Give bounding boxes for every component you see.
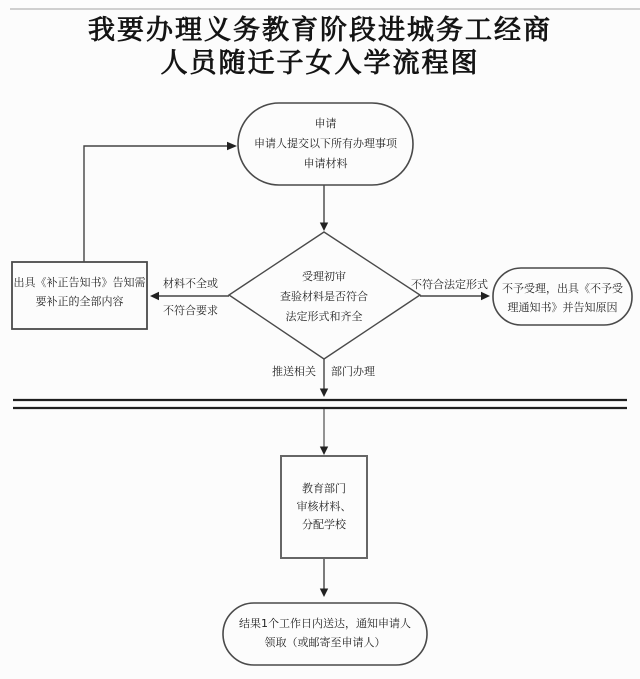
arrowhead-down-icon: [320, 223, 328, 232]
arrowhead-down-icon: [320, 589, 328, 598]
education-line2: 审核材料、: [296, 500, 352, 513]
arrowhead-down-icon: [320, 447, 328, 456]
apply-line2: 申请人提交以下所有办理事项: [254, 137, 397, 150]
edge-correction-to-apply: [84, 142, 237, 262]
arrowhead-left-icon: [150, 292, 159, 300]
edge-education-to-result: [320, 558, 328, 597]
arrowhead-down-icon: [320, 389, 328, 398]
education-node-text: [282, 458, 366, 556]
result-line2: 领取（或邮寄至申请人）: [264, 636, 386, 649]
edge-review-to-correction: [150, 292, 229, 300]
apply-line1: 申请: [314, 117, 337, 130]
edge-review-to-separator: [320, 359, 328, 397]
page-title-line2: 人员随迁子女入学流程图: [160, 48, 480, 79]
reject-line2: 理通知书》并告知原因: [507, 300, 618, 314]
result-line1: 结果1个工作日内送达，通知申请人: [239, 617, 411, 630]
edge-apply-to-review: [320, 185, 328, 231]
arrowhead-right-icon: [481, 292, 490, 300]
education-line3: 分配学校: [302, 518, 346, 531]
review-line1: 受理初审: [302, 270, 346, 283]
edge-label-materials-incomplete-2: 不符合要求: [163, 304, 218, 317]
result-node-text: [223, 604, 427, 662]
correction-line2: 要补正的全部内容: [35, 295, 124, 308]
review-decision-text: [239, 266, 409, 328]
review-line2: 查验材料是否符合: [280, 290, 368, 303]
phase-separator: [13, 400, 627, 408]
edge-label-push-left: 推送相关: [272, 365, 316, 378]
correction-line1: 出具《补正告知书》告知需: [13, 276, 146, 289]
edge-separator-to-education: [320, 409, 328, 455]
apply-node-text: [240, 106, 411, 182]
reject-node-text: [495, 271, 630, 324]
arrowhead-right-icon: [227, 142, 237, 150]
reject-line1: 不予受理，出具《不予受: [502, 281, 623, 295]
edge-review-to-reject: [420, 292, 490, 300]
review-line3: 法定形式和齐全: [285, 310, 363, 323]
education-line1: 教育部门: [302, 482, 346, 495]
correction-node-text: [13, 262, 146, 322]
apply-line3: 申请材料: [303, 157, 348, 170]
page-title-line1: 我要办理义务教育阶段进城务工经商: [88, 15, 552, 46]
edge-label-materials-incomplete-1: 材料不全或: [163, 277, 218, 290]
edge-label-push-right: 部门办理: [331, 365, 375, 378]
edge-label-not-legal-form: 不符合法定形式: [411, 278, 488, 291]
